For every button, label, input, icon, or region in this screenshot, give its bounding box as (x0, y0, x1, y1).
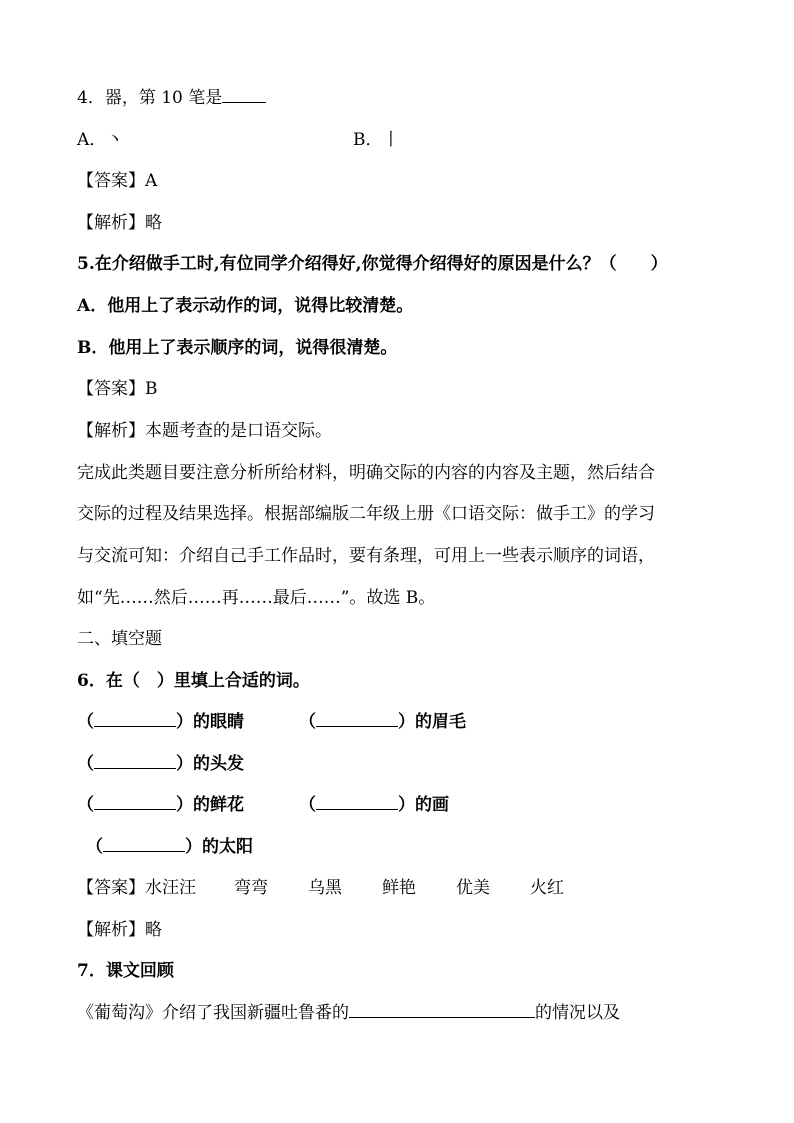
q6-item-hair (77, 754, 244, 774)
analysis-tag: 【解析】 (77, 920, 145, 940)
answer-word: 弯弯 (234, 878, 268, 898)
answer-word: 水汪汪 (145, 878, 196, 898)
analysis-text: 略 (145, 920, 162, 940)
q5-para-line-4: 如“先……然后……再……最后……”。故选 B。 (77, 588, 436, 608)
q6-item-flowers (77, 795, 244, 815)
q7-text-post: 的情况以及 (535, 1003, 620, 1023)
q5-option-a: A．他用上了表示动作的词，说得比较清楚。 (77, 296, 414, 316)
q4-blank (222, 86, 266, 103)
q4-analysis (77, 211, 162, 235)
q6-item-sun (86, 837, 253, 857)
paren-open: （ (86, 837, 103, 857)
q7-blank (349, 1001, 535, 1018)
answer-word: 火红 (530, 878, 564, 898)
answer-word: 优美 (456, 878, 490, 898)
paren-open: （ (77, 712, 94, 732)
fill-blank (103, 835, 185, 852)
q6-row-4 (86, 835, 253, 859)
paren-close-text: ）的眉毛 (398, 712, 466, 732)
q6-stem: 6．在（ ）里填上合适的词。 (77, 671, 310, 691)
q4-answer (77, 169, 157, 193)
answer-tag: 【答案】 (77, 878, 145, 898)
q5-option-b: B．他用上了表示顺序的词，说得很清楚。 (77, 338, 398, 358)
q5-para-line-2: 交际的过程及结果选择。根据部编版二年级上册《口语交际：做手工》的学习 (77, 504, 655, 524)
q5-para-line-3: 与交流可知：介绍自己手工作品时，要有条理，可用上一些表示顺序的词语， (77, 546, 655, 566)
q4-option-a: A．丶 (77, 130, 124, 150)
paren-open: （ (299, 712, 316, 732)
fill-blank (94, 710, 176, 727)
answer-word: 鲜艳 (382, 878, 416, 898)
q7-text-pre: 《葡萄沟》介绍了我国新疆吐鲁番的 (77, 1003, 349, 1023)
q4-option-b: B．丨 (353, 130, 400, 150)
answer-word: 乌黑 (308, 878, 342, 898)
analysis-text: 略 (145, 213, 162, 233)
answer-tag: 【答案】 (77, 171, 145, 191)
paren-close-text: ）的画 (398, 795, 449, 815)
fill-blank (316, 710, 398, 727)
q7-stem: 7．课文回顾 (77, 961, 174, 981)
q6-row-2 (77, 752, 244, 776)
q4-options (77, 128, 400, 152)
q6-row-3 (77, 793, 449, 817)
analysis-tag: 【解析】 (77, 213, 145, 233)
q5-analysis (77, 419, 332, 443)
q6-item-eyes (77, 712, 244, 732)
q6-row-1 (77, 710, 466, 734)
q6-item-eyebrows (299, 710, 466, 734)
q7-line (77, 1001, 620, 1025)
answer-tag: 【答案】 (77, 379, 145, 399)
section-heading: 二、填空题 (77, 629, 162, 649)
fill-blank (94, 752, 176, 769)
paren-close-text: ）的太阳 (185, 837, 253, 857)
paren-close-text: ）的眼睛 (176, 712, 244, 732)
fill-blank (94, 793, 176, 810)
q5-answer (77, 377, 158, 401)
answer-value: B (145, 379, 158, 399)
paren-open: （ (77, 754, 94, 774)
paren-close-text: ）的鲜花 (176, 795, 244, 815)
paren-open: （ (77, 795, 94, 815)
q6-analysis (77, 918, 162, 942)
q5-para-line-1: 完成此类题目要注意分析所给材料，明确交际的内容的内容及主题，然后结合 (77, 463, 655, 483)
analysis-tag: 【解析】 (77, 421, 145, 441)
paren-close-text: ）的头发 (176, 754, 244, 774)
q4-stem (77, 86, 266, 110)
paren-open: （ (299, 795, 316, 815)
analysis-text: 本题考查的是口语交际。 (145, 421, 332, 441)
answer-value: A (145, 171, 158, 191)
q6-answer (77, 876, 564, 900)
q6-item-painting (299, 793, 449, 817)
fill-blank (316, 793, 398, 810)
q4-stem-text: 4．器，第 10 笔是 (77, 88, 223, 108)
q5-stem: 5.在介绍做手工时,有位同学介绍得好,你觉得介绍得好的原因是什么？（ ） (77, 254, 668, 274)
